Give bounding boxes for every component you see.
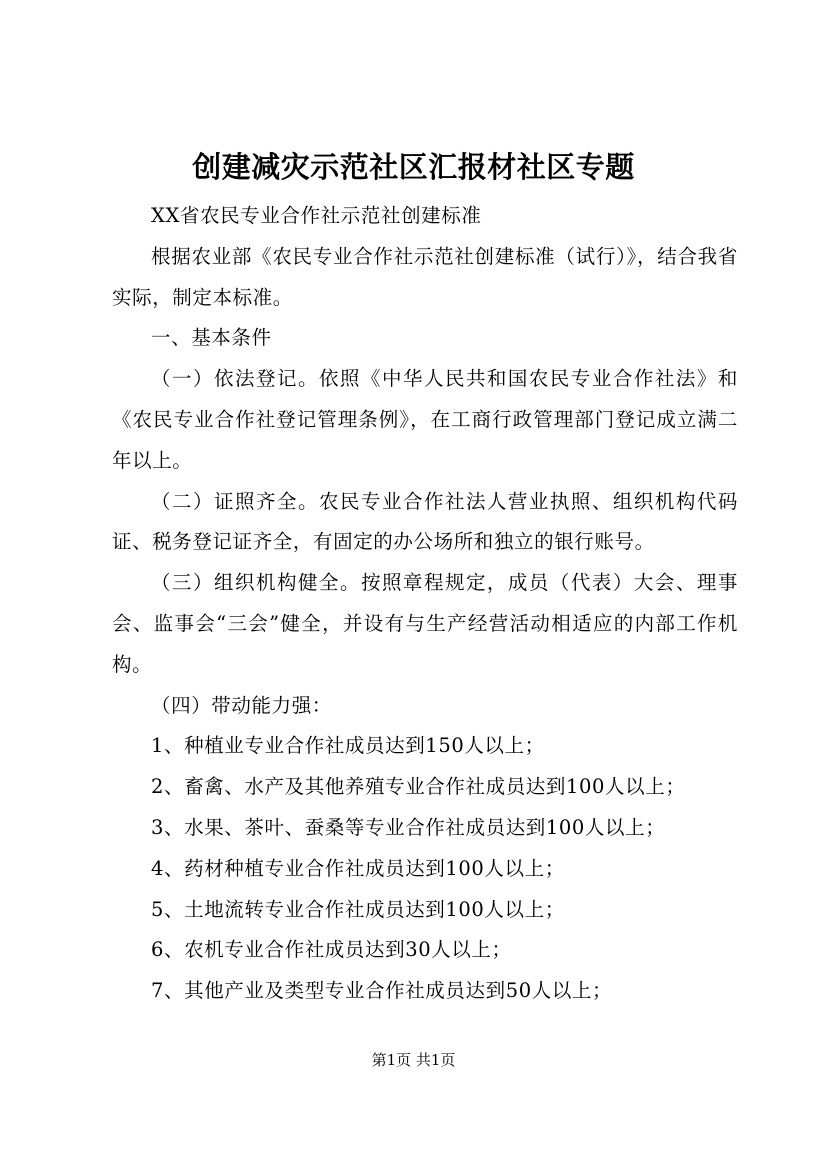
list-item: 5、土地流转专业合作社成员达到100人以上； xyxy=(151,897,565,921)
document-body xyxy=(112,196,738,1012)
page-title: 创建减灾示范社区汇报材社区专题 xyxy=(192,150,635,184)
condition-2-paragraph: （二）证照齐全。农民专业合作社法人营业执照、组织机构代码证、税务登记证齐全，有固定的办公场所和独立的银行账号。 xyxy=(112,489,738,554)
page-footer: 第1页 共1页 xyxy=(371,1051,456,1069)
list-item: 6、农机专业合作社成员达到30人以上； xyxy=(151,938,512,962)
list-item: 2、畜禽、水产及其他养殖专业合作社成员达到100人以上； xyxy=(151,775,686,799)
list-item: 3、水果、茶叶、蚕桑等专业合作社成员达到100人以上； xyxy=(151,815,666,839)
subtitle-paragraph: XX省农民专业合作社示范社创建标准 xyxy=(151,204,482,227)
intro-paragraph: 根据农业部《农民专业合作社示范社创建标准（试行）》，结合我省实际，制定本标准。 xyxy=(112,244,738,309)
condition-4-heading: （四）带动能力强： xyxy=(151,693,332,717)
list-item: 1、种植业专业合作社成员达到150人以上； xyxy=(151,734,545,758)
condition-1-paragraph: （一）依法登记。依照《中华人民共和国农民专业合作社法》和《农民专业合作社登记管理条例》，在工商行政管理部门登记成立满二年以上。 xyxy=(112,367,738,472)
list-item: 7、其他产业及类型专业合作社成员达到50人以上； xyxy=(151,979,613,1003)
condition-3-paragraph: （三）组织机构健全。按照章程规定，成员（代表）大会、理事会、监事会“三会”健全，并设有与生产经营活动相适应的内部工作机构。 xyxy=(112,571,738,676)
section-heading-basic-conditions: 一、基本条件 xyxy=(151,326,272,350)
list-item: 4、药材种植专业合作社成员达到100人以上； xyxy=(151,856,565,880)
